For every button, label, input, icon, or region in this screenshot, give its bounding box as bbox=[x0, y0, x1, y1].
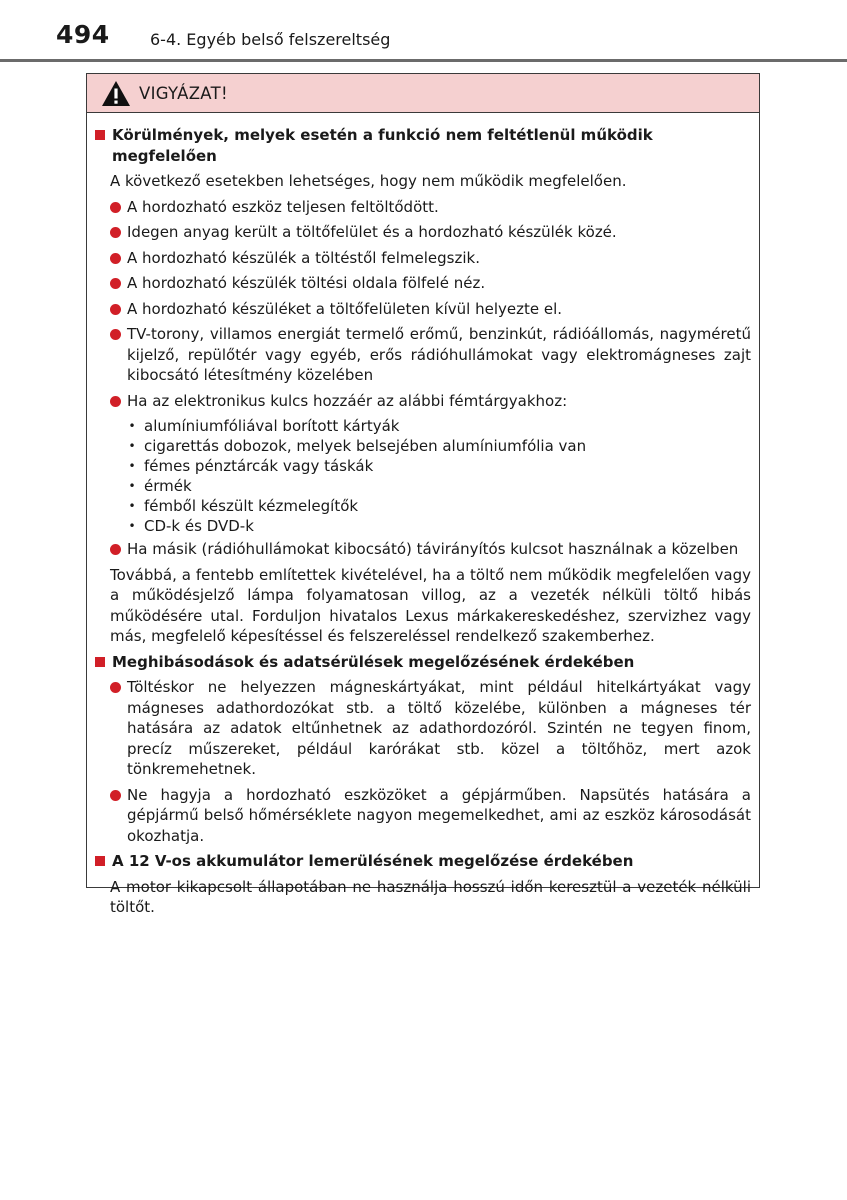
caution-body bbox=[87, 113, 759, 918]
list-item bbox=[110, 391, 751, 412]
sub-list-item-text: érmék bbox=[144, 477, 192, 495]
sub-list-item bbox=[127, 436, 751, 456]
red-dot-bullet-icon bbox=[110, 253, 121, 264]
section-heading-text: A 12 V-os akkumulátor lemerülésének megelőzése érdekében bbox=[112, 852, 634, 870]
warning-triangle-icon bbox=[101, 80, 131, 107]
caution-box bbox=[86, 73, 760, 916]
list-item bbox=[110, 222, 751, 243]
sub-list-item-text: fémből készült kézmelegítők bbox=[144, 497, 359, 515]
caution-title: VIGYÁZAT! bbox=[139, 83, 228, 103]
small-dot-icon: • bbox=[128, 499, 136, 513]
sub-list-item bbox=[127, 416, 751, 436]
sub-list-item-text: alumíniumfóliával borított kártyák bbox=[144, 417, 400, 435]
list-item bbox=[110, 197, 751, 218]
red-dot-bullet-icon bbox=[110, 396, 121, 407]
list-item bbox=[110, 273, 751, 294]
red-square-bullet-icon bbox=[95, 130, 105, 140]
small-dot-icon: • bbox=[128, 519, 136, 533]
sub-list-item bbox=[127, 476, 751, 496]
list-item-text: A hordozható készülék a töltéstől felmelegszik. bbox=[127, 248, 480, 267]
red-dot-bullet-icon bbox=[110, 202, 121, 213]
page-number: 494 bbox=[56, 20, 110, 49]
red-dot-bullet-icon bbox=[110, 329, 121, 340]
section-intro: A következő esetekben lehetséges, hogy nem működik megfelelően. bbox=[110, 172, 627, 190]
list-item-text: Idegen anyag került a töltőfelület és a hordozható készülék közé. bbox=[127, 223, 617, 241]
sub-list-item-text: cigarettás dobozok, melyek belsejében alumíniumfólia van bbox=[144, 437, 587, 455]
list-item-text: Ha másik (rádióhullámokat kibocsátó) távirányítós kulcsot használnak a közelben bbox=[127, 540, 739, 558]
red-dot-bullet-icon bbox=[110, 278, 121, 289]
section-heading bbox=[95, 851, 751, 872]
section-heading-text: Körülmények, melyek esetén a funkció nem feltétlenül működik megfelelően bbox=[112, 126, 653, 165]
sub-list-item bbox=[127, 456, 751, 476]
sub-list-item-text: fémes pénztárcák vagy táskák bbox=[144, 457, 374, 475]
list-item-text: A hordozható eszköz teljesen feltöltődött. bbox=[127, 197, 439, 216]
list-item bbox=[110, 785, 751, 847]
section-heading bbox=[95, 125, 751, 166]
section-heading bbox=[95, 652, 751, 673]
list-item-text: Töltéskor ne helyezzen mágneskártyákat, mint például hitelkártyákat vagy mágneses adathordozókat stb. a töltő közelébe, különben a mágneses tér hatására az adatok eltűnhetnek az adathordozóról. Szintén ne tegyen finom, precíz műszereket, például karórákat stb. közel a töltőhöz, mert azok tönkremehetnek. bbox=[127, 678, 751, 778]
list-item-text: TV-torony, villamos energiát termelő erőmű, benzinkút, rádióállomás, nagyméretű kijelző, repülőtér vagy egyéb, erős rádióhullámokat vagy elektromágneses zajt kibocsátó létesítmény közelében bbox=[127, 325, 751, 384]
small-dot-icon: • bbox=[128, 419, 136, 433]
header-divider bbox=[0, 59, 847, 62]
red-dot-bullet-icon bbox=[110, 304, 121, 315]
small-dot-icon: • bbox=[128, 459, 136, 473]
list-item-text: Ne hagyja a hordozható eszközöket a gépjárműben. Napsütés hatására a gépjármű belső hőmérséklete nagyon megemelkedhet, ami az eszköz károsodását okozhatja. bbox=[127, 785, 751, 845]
list-item-text: A hordozható készülék töltési oldala fölfelé néz. bbox=[127, 274, 486, 292]
list-item bbox=[110, 324, 751, 386]
list-item bbox=[110, 299, 751, 320]
small-dot-icon: • bbox=[128, 439, 136, 453]
red-dot-bullet-icon bbox=[110, 682, 121, 693]
list-item-text: Ha az elektronikus kulcs hozzáér az alábbi fémtárgyakhoz: bbox=[127, 391, 568, 410]
list-item bbox=[110, 248, 751, 269]
section-closing: Továbbá, a fentebb említettek kivételével, ha a töltő nem működik megfelelően vagy a működésjelző lámpa folyamatosan villog, az a vezeték nélküli töltő hibás működésére utal. Forduljon hivatalos Lexus márkakereskedéshez, szervizhez vagy más, megfelelő képesítéssel és felszereléssel rendelkező szakemberhez. bbox=[110, 565, 751, 645]
red-square-bullet-icon bbox=[95, 856, 105, 866]
list-item-text: A hordozható készüléket a töltőfelületen kívül helyezte el. bbox=[127, 299, 563, 318]
red-dot-bullet-icon bbox=[110, 790, 121, 801]
sub-list-item bbox=[127, 516, 751, 536]
red-square-bullet-icon bbox=[95, 657, 105, 667]
list-item bbox=[110, 539, 751, 560]
red-dot-bullet-icon bbox=[110, 544, 121, 555]
list-item bbox=[110, 677, 751, 780]
section-title: 6-4. Egyéb belső felszereltség bbox=[150, 30, 391, 49]
sub-list bbox=[95, 416, 751, 536]
red-dot-bullet-icon bbox=[110, 227, 121, 238]
section-heading-text: Meghibásodások és adatsérülések megelőzésének érdekében bbox=[112, 652, 635, 671]
caution-header bbox=[87, 74, 759, 113]
section-intro: A motor kikapcsolt állapotában ne használja hosszú időn keresztül a vezeték nélküli töltőt. bbox=[110, 877, 751, 916]
sub-list-item bbox=[127, 496, 751, 516]
sub-list-item-text: CD-k és DVD-k bbox=[144, 517, 254, 535]
small-dot-icon: • bbox=[128, 479, 136, 493]
